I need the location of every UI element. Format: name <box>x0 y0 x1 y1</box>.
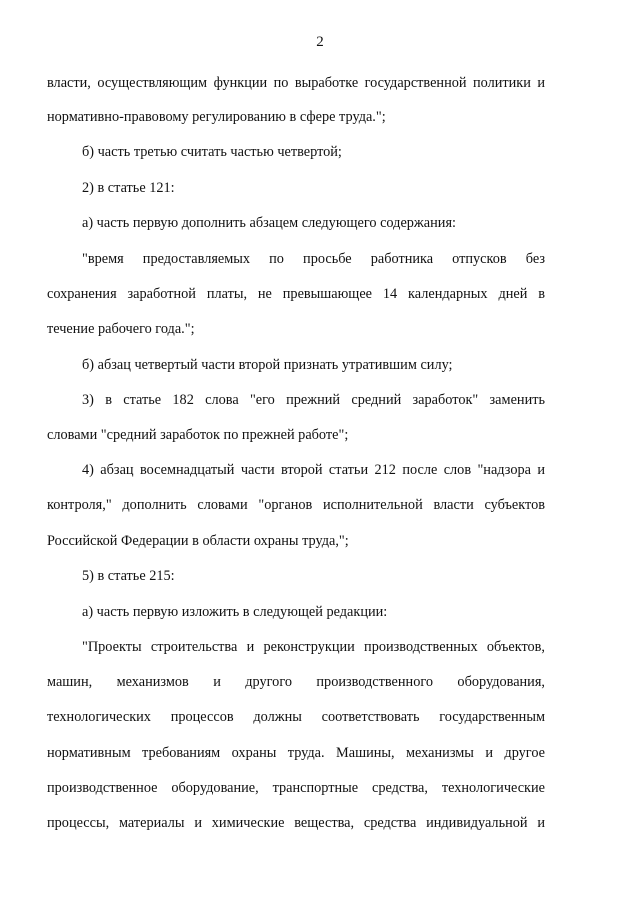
text-line: а) часть первую дополнить абзацем следующего содержания: <box>82 215 457 231</box>
text-line: 4) абзац восемнадцатый части второй статьи 212 после слов "надзора и <box>82 462 545 478</box>
text-line: 2) в статье 121: <box>82 180 175 196</box>
text-line: словами "средний заработок по прежней работе"; <box>47 427 349 443</box>
text-line: "время предоставляемых по просьбе работника отпусков без <box>82 251 545 267</box>
text-line: Российской Федерации в области охраны труда,"; <box>47 533 349 549</box>
text-line: б) абзац четвертый части второй признать утратившим силу; <box>82 357 453 373</box>
text-line: технологических процессов должны соответствовать государственным <box>47 709 545 725</box>
text-line: машин, механизмов и другого производственного оборудования, <box>47 674 545 690</box>
text-line: "Проекты строительства и реконструкции производственных объектов, <box>82 639 545 655</box>
text-line: 3) в статье 182 слова "его прежний средний заработок" заменить <box>82 392 545 408</box>
text-line: течение рабочего года."; <box>47 321 195 337</box>
text-line: процессы, материалы и химические вещества, средства индивидуальной и <box>47 815 545 831</box>
text-line: контроля," дополнить словами "органов исполнительной власти субъектов <box>47 497 545 513</box>
text-line: нормативно-правовому регулированию в сфере труда."; <box>47 109 386 125</box>
text-line: б) часть третью считать частью четвертой; <box>82 144 342 160</box>
text-line: власти, осуществляющим функции по выработке государственной политики и <box>47 75 545 91</box>
text-line: сохранения заработной платы, не превышающее 14 календарных дней в <box>47 286 545 302</box>
text-line: 5) в статье 215: <box>82 568 175 584</box>
text-line: нормативным требованиям охраны труда. Машины, механизмы и другое <box>47 745 545 761</box>
text-line: производственное оборудование, транспортные средства, технологические <box>47 780 545 796</box>
text-line: а) часть первую изложить в следующей редакции: <box>82 604 388 620</box>
page-number: 2 <box>316 34 324 50</box>
